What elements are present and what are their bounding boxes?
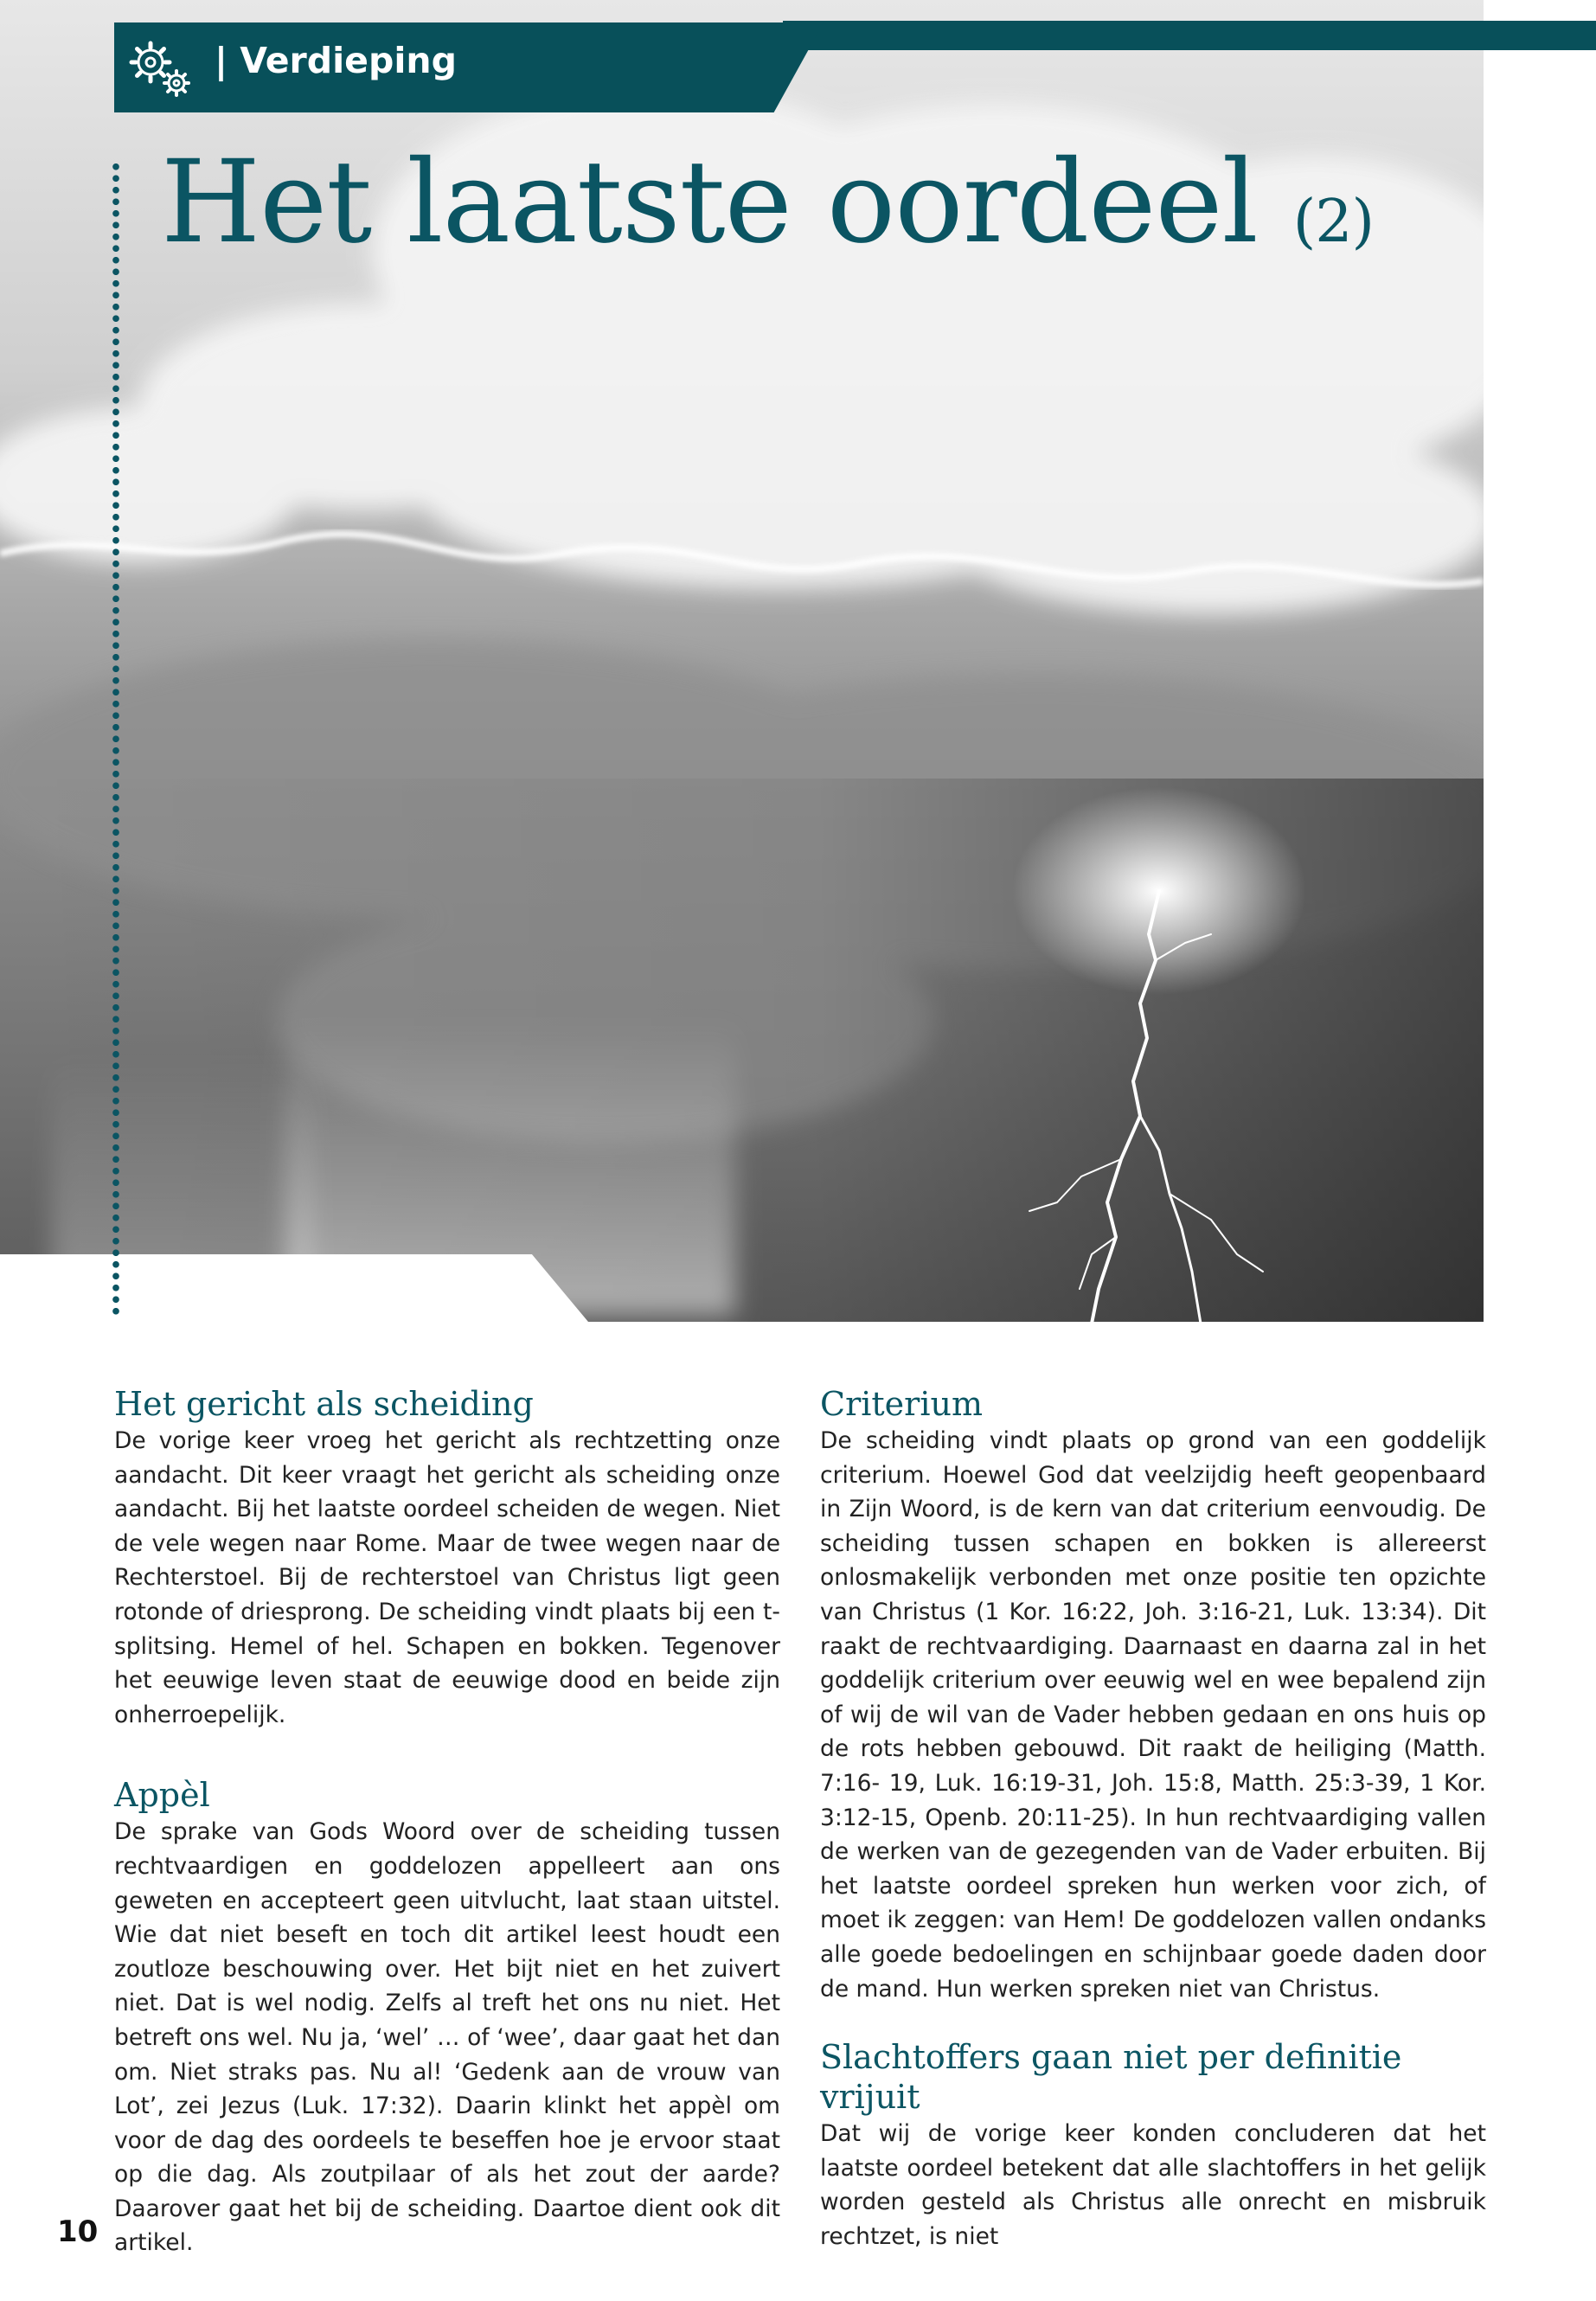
section-heading: Appèl xyxy=(114,1776,210,1815)
section-body: De scheiding vindt plaats op grond van een goddelijk criterium. Hoewel God dat veelzijdig heeft geopenbaard in Zijn Woord, is de kern van dat criterium eenvoudig. De scheiding tussen schapen en bokken is allereerst onlosmakelijk verbonden met onze positie ten opzichte van Christus (1 Kor. 16:22, Joh. 3:16-21, Luk. 13:34). Dit raakt de rechtvaardiging. Daarnaast en daarna zal in het goddelijk criterium over eeuwig wel en wee bepalend zijn of wij de wil van de Vader hebben gedaan en ons huis op de rots hebben gebouwd. Dit raakt de heiliging (Matth. 7:16- 19, Luk. 16:19-31, Joh. 15:8, Matth. 25:3-39, 1 Kor. 3:12-15, Openb. 20:11-25). In hun rechtvaardiging vallen de werken van de gezegenden van de Vader erbuiten. Bij het laatste oordeel spreken hun werken voor zich, of moet ik zeggen: van Hem! De goddelozen vallen ondanks alle goede bedoelingen en schijnbaar goede daden door de mand. Hun werken spreken niet van Christus. xyxy=(820,1427,1486,2003)
page-title xyxy=(161,136,1375,269)
section-body: De vorige keer vroeg het gericht als rechtzetting onze aandacht. Dit keer vraagt het gericht als scheiding onze aandacht. Bij het laatste oordeel scheiden de wegen. Niet de vele wegen naar Rome. Maar de twee wegen naar de Rechterstoel. Bij de rechterstoel van Christus ligt geen rotonde of driesprong. De scheiding vindt plaats bij een t-splitsing. Hemel of hel. Schapen en bokken. Tegenover het eeuwige leven staat de eeuwige dood en beide zijn onherroepelijk. xyxy=(114,1427,780,1728)
left-column xyxy=(114,1384,780,2260)
section-body: De sprake van Gods Woord over de scheiding tussen rechtvaardigen en goddelozen appelleert aan ons geweten en accepteert geen uitvlucht, laat staan uitstel. Wie dat niet beseft en toch dit artikel leest houdt een zoutloze beschouwing over. Het bijt niet en het zuivert niet. Dat is wel nodig. Zelfs al treft het ons nu niet. Het betreft ons wel. Nu ja, ‘wel’ … of ‘wee’, daar gaat het dan om. Niet straks pas. Nu al! ‘Gedenk aan de vrouw van Lot’, zei Jezus (Luk. 17:32). Daarin klinkt het appèl om voor de dag des oordeels te beseffen hoe je ervoor staat op die dag. Als zoutpilaar of als het zout der aarde? Daarover gaat het bij de scheiding. Daartoe dient ook dit artikel. xyxy=(114,1818,780,2257)
section-spacer xyxy=(820,2006,1486,2037)
page-number: 10 xyxy=(57,2214,99,2249)
header-strip xyxy=(783,21,1596,50)
right-column xyxy=(820,1384,1486,2253)
gears-icon xyxy=(126,38,195,104)
title-main: Het laatste oordeel xyxy=(161,136,1258,269)
title-number: (2) xyxy=(1292,188,1375,256)
section-heading: Slachtoffers gaan niet per definitie vrijuit xyxy=(820,2038,1402,2117)
section-heading: Criterium xyxy=(820,1385,983,1423)
section-heading: Het gericht als scheiding xyxy=(114,1385,534,1423)
dotted-rule xyxy=(112,161,119,1315)
section-body: Dat wij de vorige keer konden concluderen dat het laatste oordeel betekent dat alle slachtoffers in het gelijk worden gesteld als Christus alle onrecht en misbruik rechtzet, is niet xyxy=(820,2120,1486,2250)
section-spacer xyxy=(114,1732,780,1775)
section-label: | Verdieping xyxy=(215,40,457,81)
